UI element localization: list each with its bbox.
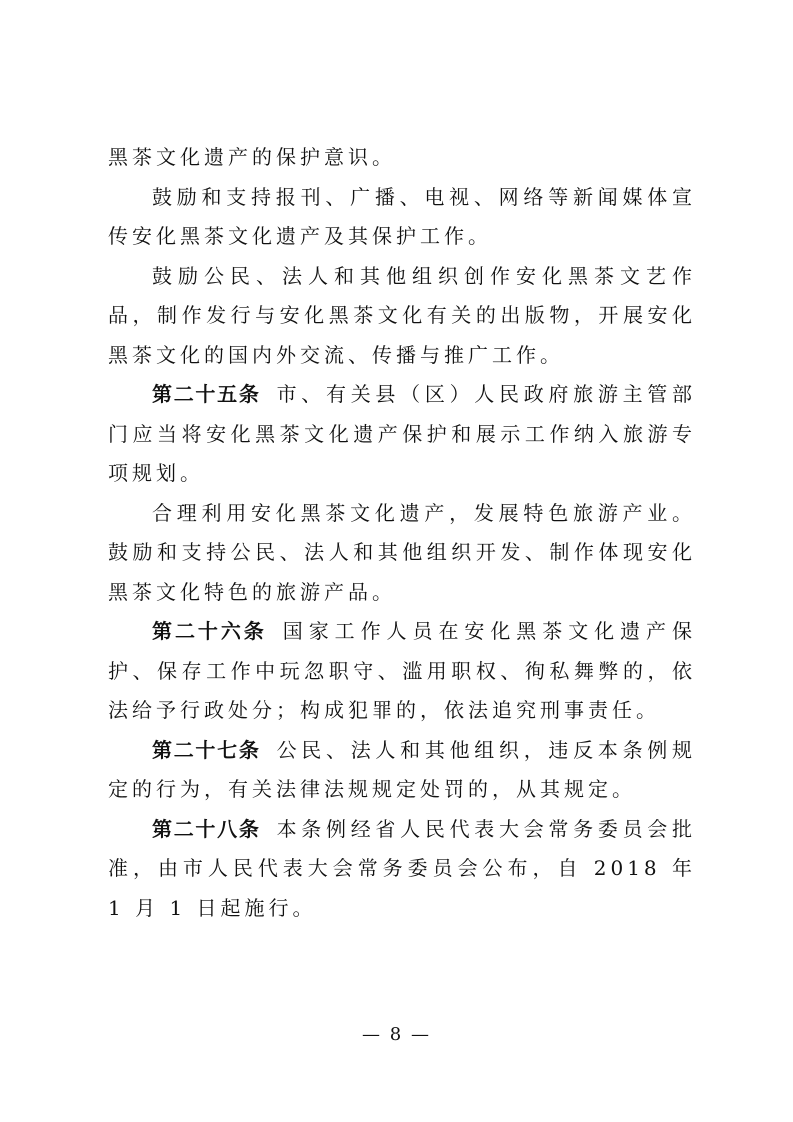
article-number: 第二十八条 bbox=[152, 816, 261, 841]
article-number: 第二十七条 bbox=[152, 737, 261, 762]
article-28 bbox=[108, 810, 696, 929]
paragraph-text: 黑茶文化遗产的保护意识。 bbox=[108, 145, 396, 169]
page-number: — 8 — bbox=[362, 1024, 431, 1045]
paragraph-text: 合理利用安化黑茶文化遗产，发展特色旅游产业。鼓励和支持公民、法人和其他组织开发、制作体现安化黑茶文化特色的旅游产品。 bbox=[108, 500, 696, 604]
article-25 bbox=[108, 375, 696, 494]
paragraph-creative-works bbox=[108, 257, 696, 376]
article-26 bbox=[108, 612, 696, 731]
paragraph-text: 鼓励公民、法人和其他组织创作安化黑茶文艺作品，制作发行与安化黑茶文化有关的出版物，开展安化黑茶文化的国内外交流、传播与推广工作。 bbox=[108, 263, 696, 367]
article-text: 公民、法人和其他组织，违反本条例规定的行为，有关法律法规规定处罚的，从其规定。 bbox=[108, 737, 697, 801]
paragraph-media-promotion bbox=[108, 178, 696, 257]
article-number: 第二十六条 bbox=[152, 619, 267, 643]
article-text: 国家工作人员在安化黑茶文化遗产保护、保存工作中玩忽职守、滥用职权、徇私舞弊的，依法给予行政处分；构成犯罪的，依法追究刑事责任。 bbox=[108, 619, 696, 722]
article-number: 第二十五条 bbox=[152, 382, 261, 406]
article-text: 市、有关县（区）人民政府旅游主管部门应当将安化黑茶文化遗产保护和展示工作纳入旅游专项规划。 bbox=[108, 382, 697, 485]
document-body bbox=[108, 138, 696, 928]
article-text: 本条例经省人民代表大会常务委员会批准，由市人民代表大会常务委员会公布，自 2018 年 1 月 1 日起施行。 bbox=[108, 816, 697, 920]
article-27 bbox=[108, 731, 696, 810]
paragraph-text: 鼓励和支持报刊、广播、电视、网络等新闻媒体宣传安化黑茶文化遗产及其保护工作。 bbox=[108, 184, 696, 248]
paragraph-continuation bbox=[108, 138, 696, 178]
paragraph-tourism-use bbox=[108, 494, 696, 613]
